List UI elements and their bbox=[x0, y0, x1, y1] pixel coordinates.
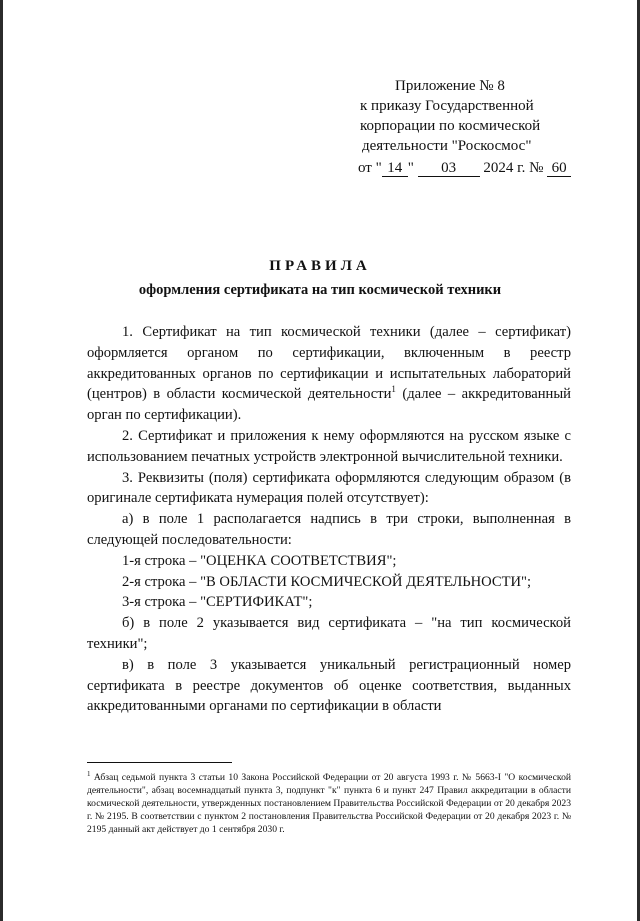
footnote-ref: 1 bbox=[391, 384, 396, 395]
appendix-number: Приложение № 8 bbox=[395, 78, 505, 94]
row-2-text: 2-я строка – "В ОБЛАСТИ КОСМИЧЕСКОЙ ДЕЯТЕЛЬНОСТИ"; bbox=[122, 573, 532, 590]
appendix-order-ref: к приказу Государственной bbox=[360, 98, 534, 114]
footnote bbox=[87, 768, 571, 836]
doc-title: ПРАВИЛА bbox=[269, 258, 371, 274]
date-prefix: от " bbox=[358, 160, 382, 176]
appendix-date-line bbox=[358, 158, 608, 178]
date-day: 14 bbox=[382, 160, 408, 177]
date-quote: " bbox=[407, 160, 414, 176]
doc-subtitle: оформления сертификата на тип космической техники bbox=[138, 282, 502, 298]
paragraph-1-text: 1. Сертификат на тип космической техники (далее – сертификат) оформляется органом по сертификации, включенным в реестр аккредитованных органов по сертификации и испытательных лабораторий (центров) в области космической деятельности bbox=[87, 324, 571, 403]
footnote-text: Абзац седьмой пункта 3 статьи 10 Закона Российской Федерации от 20 августа 1993 г. № 5663-I "О космической деятельности", абзац восемнадцатый пункта 3, подпункт "к" пункта 6 и пункт 247 Правил аккредитации в области космической деятельности, утвержденных постановлением Правительства Российской Федерации от 20 декабря 2023 г. № 2195. В соответствии с пунктом 2 постановления Правительства Российской Федерации от 20 декабря 2023 г. № 2195 данный акт действует до 1 сентября 2030 г. bbox=[87, 772, 571, 836]
appendix-org: деятельности "Роскосмос" bbox=[362, 138, 532, 154]
paragraph-3: 3. Реквизиты (поля) сертификата оформляются следующим образом (в оригинале сертификата нумерация полей отсутствует): bbox=[87, 469, 571, 507]
footnote-mark: 1 bbox=[87, 770, 91, 778]
paragraph-2: 2. Сертификат и приложения к нему оформляются на русском языке с использованием печатных устройств электронной вычислительной техники. bbox=[87, 427, 571, 465]
paragraph-1 bbox=[87, 322, 571, 426]
paragraph-b: б) в поле 2 указывается вид сертификата – "на тип космической техники"; bbox=[87, 615, 571, 652]
date-year: 2024 г. № bbox=[483, 160, 544, 176]
doc-body bbox=[87, 322, 571, 717]
row-3-text: 3-я строка – "СЕРТИФИКАТ"; bbox=[122, 594, 313, 611]
row-1-text: 1-я строка – "ОЦЕНКА СООТВЕТСТВИЯ"; bbox=[122, 552, 397, 569]
paragraph-v: в) в поле 3 указывается уникальный регистрационный номер сертификата в реестре документов об оценке соответствия, выданных аккредитованными органами по сертификации в области bbox=[87, 656, 571, 715]
paragraph-1-tail: (далее – аккредитованный орган по сертификации). bbox=[87, 386, 571, 424]
footnote-divider bbox=[87, 762, 232, 763]
order-number: 60 bbox=[547, 160, 571, 177]
paragraph-a: а) в поле 1 располагается надпись в три строки, выполненная в следующей последовательности: bbox=[87, 511, 571, 548]
date-month: 03 bbox=[418, 160, 480, 177]
appendix-header bbox=[358, 76, 608, 178]
scan-edge-left bbox=[0, 0, 3, 921]
appendix-corp: корпорации по космической bbox=[360, 118, 541, 134]
